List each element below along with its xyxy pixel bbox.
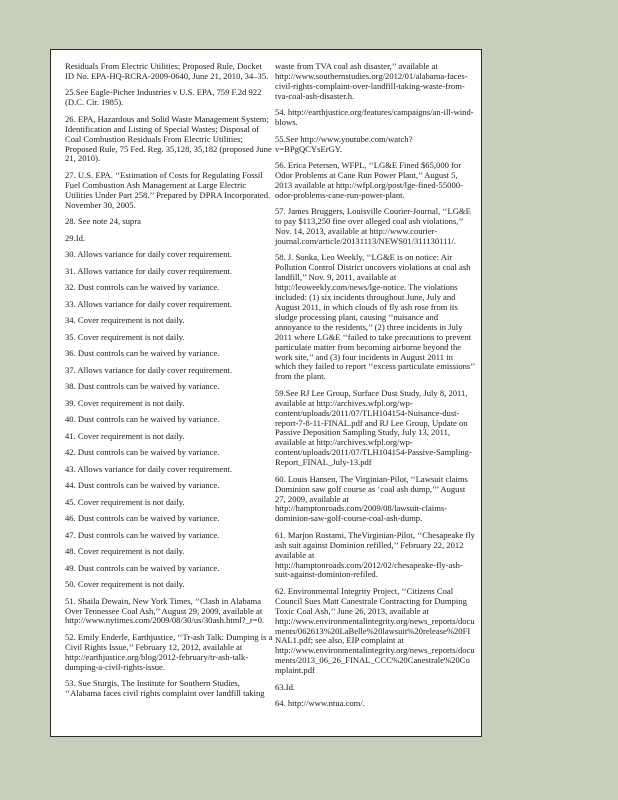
footnotes-right-column (275, 62, 475, 716)
footnote: 61. Marjon Rostami, TheVirginian-Pilot, ‘‘Chesapeake fly ash suit against Dominion refilled,’’ February 22, 2012 available at http://hamptonroads.com/2012/02/chesapeake-fly-ash-suit-against-dominion-refiled. (275, 529, 475, 580)
footnote: 37. Allows variance for daily cover requirement. (65, 364, 233, 375)
footnote: 59.See RJ Lee Group, Surface Dust Study, July 8, 2011, available at http://archives.wfpl.org/wp-content/uploads/2011/07/TLH104154-Nuisance-dust-report-7-8-11-FINAL.pdf and RJ Lee Group, Update on Passive Deposition Sampling Study, July 13, 2011, available at http://archives.wfpl.org/wp-content/uploads/2011/07/TLH104154-Passive-Sampling-Report_FINAL_July-13.pdf (275, 387, 472, 468)
document-page (50, 49, 482, 737)
footnote: 39. Cover requirement is not daily. (65, 397, 185, 408)
footnote: 45. Cover requirement is not daily. (65, 496, 185, 507)
footnote: 48. Cover requirement is not daily. (65, 546, 185, 557)
footnote: 47. Dust controls can be waived by variance. (65, 529, 220, 540)
footnote: 41. Cover requirement is not daily. (65, 430, 185, 441)
footnote: 55.See http://www.youtube.com/watch?v=BPgQCYsErGY. (275, 133, 413, 154)
footnote: 28. See note 24, supra (65, 216, 141, 227)
footnote: 46. Dust controls can be waived by variance. (65, 513, 220, 524)
footnote: 64. http://www.ntua.com/. (275, 698, 365, 709)
footnote: 42. Dust controls can be waived by variance. (65, 447, 220, 458)
footnote: 38. Dust controls can be waived by variance. (65, 381, 220, 392)
footnotes-left-column (65, 62, 273, 706)
footnote: waste from TVA coal ash disaster,’’ available at http://www.southernstudies.org/2012/01/alabama-faces-civil-rights-complaint-over-landfill-taking-waste-from-tva-coal-ash-disaster.h. (275, 61, 468, 101)
footnote: 62. Environmental Integrity Project, ‘‘Citizens Coal Council Sues Matt Canestrale Contracting for Dumping Toxic Coal Ash,’’ June 26, 2013, available at http://www.environmentalintegrity.org/news_reports/documents/062613%20LaBelle%20lawsuit%20release%20FINAL1.pdf; see also, EIP complaint at http://www.environmentalintegrity.org/news_reports/documents/2013_06_26_FINAL_CCC%20Canestrale%20Complaint.pdf (275, 585, 475, 676)
footnote: 44. Dust controls can be waived by variance. (65, 480, 220, 491)
footnote: Residuals From Electric Utilities; Proposed Rule, Docket ID No. EPA-HQ-RCRA-2009-0640, June 21, 2010, 34–35. (65, 61, 269, 81)
footnote: 43. Allows variance for daily cover requirement. (65, 463, 233, 474)
footnote: 50. Cover requirement is not daily. (65, 579, 185, 590)
footnote: 56. Erica Petersen, WFPL, ‘‘LG&E Fined $65,000 for Odor Problems at Cane Run Power Plant,’’ August 5, 2013 available at http://wfpl.org/post/lge-fined-55000-odor-problems-cane-run-power-plant. (275, 160, 463, 200)
footnote: 58. J. Sonka, Leo Weekly, ‘‘LG&E is on notice: Air Pollution Control District uncovers violations at coal ash landfill,’’ Nov. 9, 2011, available at http://leoweekly.com/news/lge-notice. The violations included: (1) six incidents throughout June, July and August 2011, in which clouds of fly ash rose from its sludge processing plant, causing ‘‘nuisance and annoyance to the residents,’’ (2) three incidents in July 2011 where LG&E ‘‘failed to take precautions to prevent particulate matter from becoming airborne beyond the work site,’’ and (3) four incidents in August 2011 in which they failed to report ‘‘excess particulate emissions’’ from the plant. (275, 252, 475, 382)
footnote: 26. EPA, Hazardous and Solid Waste Management System; Identification and Listing of Special Wastes; Disposal of Coal Combustion Residuals From Electric Utilities; Proposed Rule, 75 Fed. Reg. 35,128, 35,182 (proposed June 21, 2010). (65, 113, 272, 164)
footnote: 32. Dust controls can be waived by variance. (65, 282, 220, 293)
footnote: 49. Dust controls can be waived by variance. (65, 562, 220, 573)
footnote: 40. Dust controls can be waived by variance. (65, 414, 220, 425)
footnote: 34. Cover requirement is not daily. (65, 315, 185, 326)
footnote: 51. Shaila Dewain, New York Times, ‘‘Clash in Alabama Over Tennessee Coal Ash,’’ August 29, 2009, available at http://www.nytimes.com/2009/08/30/us/30ash.html?_r=0. (65, 595, 265, 626)
footnote: 25.See Eagle-Picher Industries v U.S. EPA, 759 F.2d 922 (D.C. Cir. 1985). (65, 87, 262, 108)
footnote: 53. Sue Sturgis, The Institute for Southern Studies, ‘‘Alabama faces civil rights complaint over landfill taking (65, 678, 265, 699)
footnote: 35. Cover requirement is not daily. (65, 331, 185, 342)
footnote: 63.Id. (275, 681, 296, 692)
footnote: 29.Id. (65, 232, 86, 243)
footnote: 33. Allows variance for daily cover requirement. (65, 298, 233, 309)
footnote: 27. U.S. EPA. ‘‘Estimation of Costs for Regulating Fossil Fuel Combustion Ash Management at Large Electric Utilities Under Part 258.’’ Prepared by DPRA Incorporated. November 30, 2005. (65, 169, 271, 210)
footnote: 30. Allows variance for daily cover requirement. (65, 249, 233, 260)
footnote: 31. Allows variance for daily cover requirement. (65, 265, 233, 276)
footnote: 52. Emily Enderle, Earthjustice, ‘‘Tr-ash Talk: Dumping is a Civil Rights Issue,’’ February 12, 2012, available at http://earthjustice.org/blog/2012-february/tr-ash-talk-dumping-a-civil-rights-issue. (65, 631, 273, 672)
footnote: 54. http://earthjustice.org/features/campaigns/an-ill-wind-blows. (275, 107, 474, 128)
footnote: 57. James Bruggers, Louisville Courier-Journal, ‘‘LG&E to pay $113,250 fine over alleged coal ash violations,’’ Nov. 14, 2013, available at http://www.courier-journal.com/article/20131113/NEWS01/311130111/. (275, 206, 471, 246)
footnote: 60. Louis Hansen, The Virginian-Pilot, ‘‘Lawsuit claims Dominion saw golf course as ‘coal ash dump,’’’ August 27, 2009, available at http://hamptonroads.com/2009/08/lawsuit-claims-dominion-saw-golf-course-coal-ash-dump. (275, 473, 468, 524)
footnote: 36. Dust controls can be waived by variance. (65, 348, 220, 359)
